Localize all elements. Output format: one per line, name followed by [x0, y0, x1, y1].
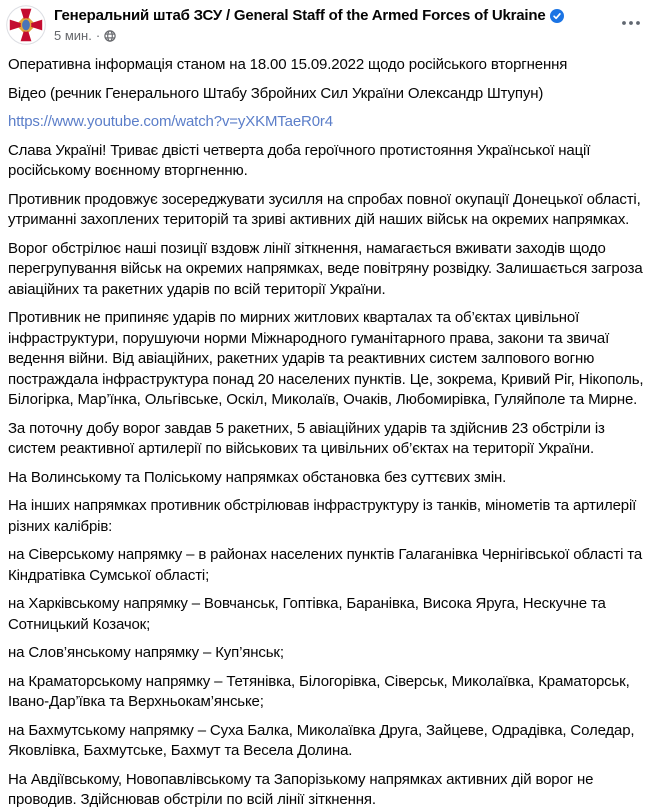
post-meta-row: [54, 28, 564, 43]
post-paragraph: на Бахмутському напрямку – Суха Балка, Миколаївка Друга, Зайцеве, Одрадівка, Соледар, Яковлівка, Бахмутське, Бахмут та Весела Долина.: [8, 721, 635, 759]
post-intro-line-1: Оперативна інформація станом на 18.00 15.09.2022 щодо російського вторгнення: [8, 56, 568, 73]
post-paragraph: на Слов’янському напрямку – Куп’янськ;: [8, 644, 284, 661]
meta-separator: ·: [95, 28, 101, 43]
general-staff-emblem-icon: [6, 32, 46, 49]
page-avatar[interactable]: [6, 5, 46, 45]
post-body: [0, 45, 661, 811]
youtube-link[interactable]: https://www.youtube.com/watch?v=yXKMTaeR0r4: [8, 113, 333, 130]
post-header: [0, 0, 661, 45]
post-timestamp[interactable]: 5 мин.: [54, 28, 92, 43]
post-paragraph: Слава Україні! Триває двісті четверта доба героїчного протистояння Української нації російському воєнному вторгненню.: [8, 141, 591, 179]
page-name-row: [54, 7, 564, 24]
header-info: [54, 5, 564, 43]
three-dots-icon: [621, 20, 641, 26]
post-intro-line-2: Відео (речник Генерального Штабу Збройних Сил України Олександр Штупун): [8, 84, 544, 102]
globe-privacy-icon: [104, 30, 116, 42]
post-paragraphs: [8, 141, 652, 811]
post-paragraph: На інших напрямках противник обстрілював інфраструктуру із танків, мінометів та артилерії різних калібрів:: [8, 497, 637, 535]
post-paragraph: Ворог обстрілює наші позиції вздовж лінії зіткнення, намагається вживати заходів щодо перегрупування військ на окремих напрямках, веде повітряну розвідку. Залишається загроза авіаційних та ракетних ударів по всій території України.: [8, 239, 643, 298]
post-paragraph: За поточну добу ворог завдав 5 ракетних, 5 авіаційних ударів та здійснив 23 обстріли із систем реактивної артилерії по військових та цивільних об’єктах на території України.: [8, 419, 605, 457]
verified-badge-icon: [550, 9, 564, 23]
post-paragraph: Противник продовжує зосереджувати зусилля на спробах повної окупації Донецької області, утриманні захоплених територій та зриві активних дій наших військ на окремих напрямках.: [8, 190, 641, 228]
post-paragraph: на Харківському напрямку – Вовчанськ, Гоптівка, Баранівка, Висока Яруга, Нескучне та Сотницький Козачок;: [8, 595, 606, 633]
more-options-button[interactable]: [617, 12, 645, 34]
post-paragraph: На Волинському та Поліському напрямках обстановка без суттєвих змін.: [8, 468, 507, 486]
post-paragraph: на Сіверському напрямку – в районах населених пунктів Галаганівка Чернігівської області та Кіндратівка Сумської області;: [8, 546, 643, 584]
post-intro-block: [8, 55, 652, 133]
page-name-link[interactable]: Генеральний штаб ЗСУ / General Staff of the Armed Forces of Ukraine: [54, 7, 546, 24]
post-paragraph: Противник не припиняє ударів по мирних житлових кварталах та об’єктах цивільної інфраструктури, порушуючи норми Міжнародного гуманітарного права, закони та звичаї ведення війни. Від авіаційних, ракетних ударів та реактивних систем залпового вогню постраждала інфраструктура понад 20 населених пунктів. Це, зокрема, Кривий Ріг, Нікополь, Білогірка, Мар’їнка, Ольгівське, Оскіл, Миколаїв, Очаків, Любомирівка, Гуляйполе та Мирне.: [8, 309, 644, 408]
post-paragraph: На Авдіївському, Новопавлівському та Запорізькому напрямках активних дій ворог не проводив. Здійснював обстріли по всій лінії зіткнення.: [8, 770, 594, 808]
post-paragraph: на Краматорському напрямку – Тетянівка, Білогорівка, Сіверськ, Миколаївка, Краматорськ, Івано-Дар’ївка та Верхньокам’янське;: [8, 672, 630, 710]
